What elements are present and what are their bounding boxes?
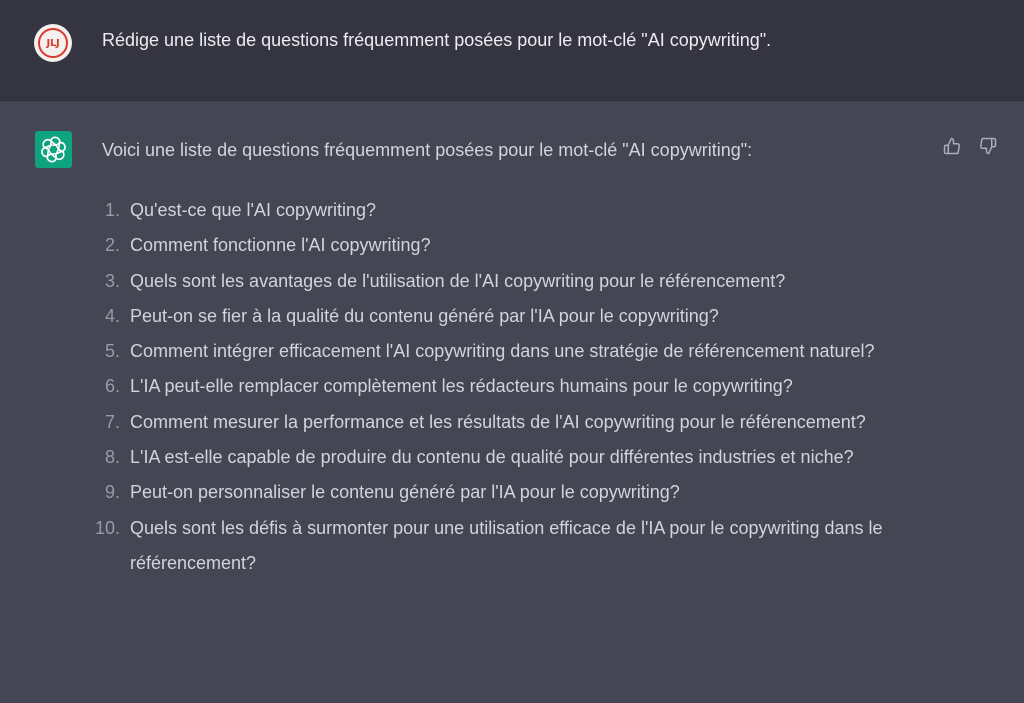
list-item-text: L'IA est-elle capable de produire du contenu de qualité pour différentes industries et niche?: [130, 447, 854, 468]
list-item-number: 1.: [104, 200, 120, 220]
list-item: [0, 369, 930, 404]
list-item-text: Qu'est-ce que l'AI copywriting?: [130, 200, 376, 220]
list-item-text: Peut-on se fier à la qualité du contenu généré par l'IA pour le copywriting?: [130, 305, 719, 326]
user-message-row: [0, 0, 1024, 101]
list-item-number: 9.: [104, 482, 120, 503]
list-item: [0, 405, 930, 440]
list-item: [0, 475, 930, 510]
list-item-number: 8.: [104, 447, 120, 468]
list-item-text: Quels sont les avantages de l'utilisation de l'AI copywriting pour le référencement?: [130, 270, 786, 291]
user-avatar: [34, 24, 72, 62]
list-item-number: 5.: [104, 341, 120, 362]
list-item-number: 6.: [104, 376, 120, 397]
openai-logo-icon: [35, 131, 72, 168]
user-message-text: Rédige une liste de questions fréquemment posées pour le mot-clé "AI copywriting".: [102, 30, 772, 50]
user-avatar-initials: JLJ: [38, 28, 68, 58]
list-item-number: 3.: [104, 270, 120, 291]
thumbs-up-icon[interactable]: [940, 134, 964, 158]
list-item-text: Comment fonctionne l'AI copywriting?: [130, 235, 431, 256]
faq-list: [0, 193, 930, 581]
list-item-text: Peut-on personnaliser le contenu généré par l'IA pour le copywriting?: [130, 482, 680, 503]
list-item-number: 7.: [104, 411, 120, 432]
thumbs-down-icon[interactable]: [976, 134, 1000, 158]
list-item: [0, 193, 930, 228]
list-item: [0, 511, 930, 582]
list-item-text: Quels sont les défis à surmonter pour une utilisation efficace de l'IA pour le copywriting dans le référencement?: [130, 517, 883, 573]
list-item: [0, 299, 930, 334]
list-item-text: L'IA peut-elle remplacer complètement les rédacteurs humains pour le copywriting?: [130, 376, 793, 397]
list-item: [0, 334, 930, 369]
list-item-number: 10.: [94, 517, 120, 538]
list-item-text: Comment intégrer efficacement l'AI copywriting dans une stratégie de référencement naturel?: [130, 341, 875, 362]
list-item-number: 2.: [104, 235, 120, 256]
list-item: [0, 228, 930, 263]
list-item-number: 4.: [104, 305, 120, 326]
list-item-text: Comment mesurer la performance et les résultats de l'AI copywriting pour le référencement?: [130, 411, 866, 432]
assistant-intro-text: Voici une liste de questions fréquemment posées pour le mot-clé "AI copywriting":: [102, 140, 753, 160]
list-item: [0, 264, 930, 299]
list-item: [0, 440, 930, 475]
